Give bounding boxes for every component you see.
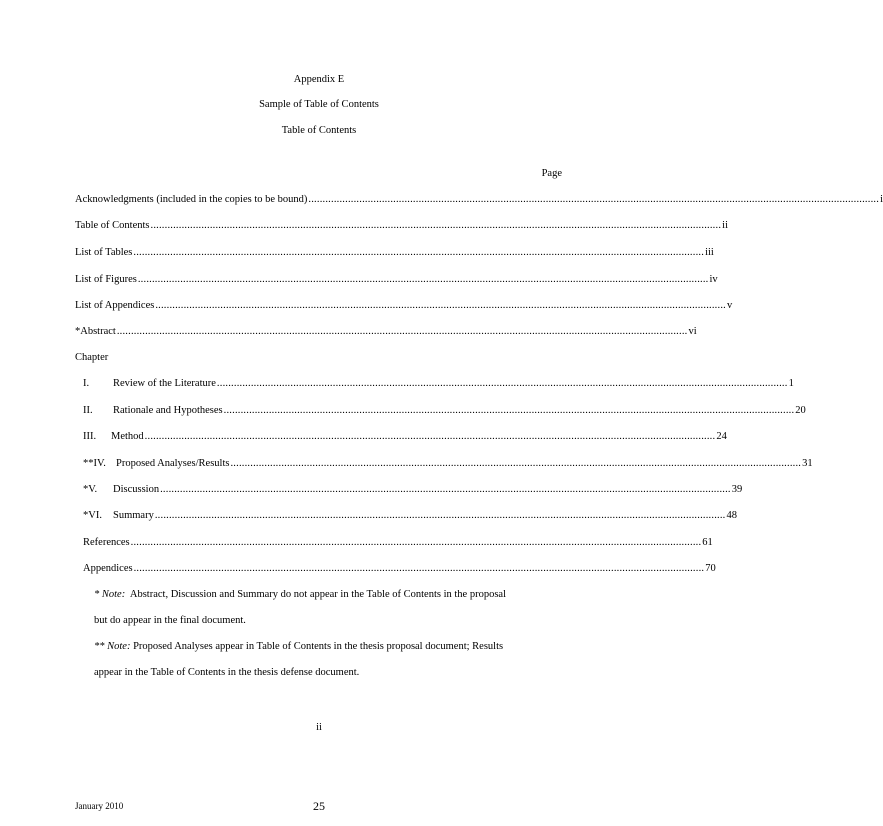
toc-entry-label: Acknowledgments (included in the copies to be bound) <box>75 194 308 205</box>
dot-leader: .......................................................................................................................................................................................................... <box>230 458 802 469</box>
chapter-page: 1 <box>788 378 794 389</box>
toc-entry <box>75 247 714 258</box>
chapter-number: III. <box>83 431 97 442</box>
toc-entry-page: ii <box>722 220 728 231</box>
toc-entry-label: List of Tables <box>75 247 133 258</box>
dot-leader: .......................................................................................................................................................................................................... <box>133 247 705 258</box>
toc-entry <box>75 274 718 285</box>
toc-entry-label: List of Figures <box>75 274 137 285</box>
chapter-number: *VI. <box>83 510 102 521</box>
dot-leader: .......................................................................................................................................................................................................... <box>223 405 795 416</box>
note-2-text: Proposed Analyses appear in Table of Contents in the thesis proposal document; Results <box>133 641 504 652</box>
chapter-page: 39 <box>731 484 743 495</box>
toc-entry <box>75 220 728 231</box>
toc-entry-label: References <box>83 537 130 548</box>
chapter-number: II. <box>83 405 93 416</box>
chapter-title: Summary <box>113 510 154 521</box>
dot-leader: .......................................................................................................................................................................................................... <box>133 563 705 574</box>
chapter-number: I. <box>83 378 90 389</box>
dot-leader: .......................................................................................................................................................................................................... <box>155 300 726 311</box>
chapter-number: **IV. <box>83 458 106 469</box>
page-column-heading: Page <box>541 168 562 179</box>
note-2 <box>94 641 503 652</box>
dot-leader: .......................................................................................................................................................................................................... <box>116 326 688 337</box>
toc-entry-page: iii <box>705 247 714 258</box>
toc-entry <box>83 563 716 574</box>
toc-entry-label: *Abstract <box>75 326 116 337</box>
toc-entry-page: 61 <box>702 537 713 548</box>
appendix-heading: Appendix E <box>293 74 345 85</box>
chapter-entry <box>83 405 806 416</box>
chapter-entry <box>83 458 813 469</box>
chapter-number: *V. <box>83 484 98 495</box>
chapter-entry <box>83 378 794 389</box>
note-1-continued: but do appear in the final document. <box>94 615 246 626</box>
dot-leader: .......................................................................................................................................................................................................... <box>216 378 788 389</box>
toc-entry <box>75 326 697 337</box>
toc-entry <box>75 194 883 205</box>
toc-entry <box>83 537 713 548</box>
chapter-page: 20 <box>795 405 806 416</box>
roman-page-number: ii <box>316 722 322 733</box>
toc-entry-page: 70 <box>705 563 716 574</box>
footer-date: January 2010 <box>75 801 124 811</box>
dot-leader: .......................................................................................................................................................................................................... <box>144 431 716 442</box>
chapter-page: 24 <box>716 431 727 442</box>
dot-leader: .......................................................................................................................................................................................................... <box>154 510 726 521</box>
note-2-prefix: ** Note: <box>94 641 131 652</box>
page-title: Table of Contents <box>281 125 357 136</box>
dot-leader: .......................................................................................................................................................................................................... <box>150 220 722 231</box>
toc-entry <box>75 300 733 311</box>
toc-entry-page: v <box>726 300 733 311</box>
note-1-text: Abstract, Discussion and Summary do not appear in the Table of Contents in the proposal <box>129 589 507 600</box>
chapter-title: Proposed Analyses/Results <box>116 458 230 469</box>
toc-entry-page: vi <box>688 326 697 337</box>
footer-page-number: 25 <box>313 799 325 813</box>
toc-entry-label: Appendices <box>83 563 133 574</box>
toc-entry-label: List of Appendices <box>75 300 155 311</box>
dot-leader: .......................................................................................................................................................................................................... <box>160 484 731 495</box>
document-subtitle: Sample of Table of Contents <box>259 99 379 110</box>
dot-leader: .......................................................................................................................................................................................................... <box>130 537 702 548</box>
toc-entry-label: Table of Contents <box>75 220 150 231</box>
toc-entry-page: i <box>880 194 883 205</box>
chapter-title: Rationale and Hypotheses <box>113 405 223 416</box>
chapter-title: Review of the Literature <box>113 378 216 389</box>
chapter-entry <box>83 510 737 521</box>
chapter-heading: Chapter <box>75 352 109 363</box>
toc-entry-page: iv <box>709 274 718 285</box>
chapter-entry <box>83 484 743 495</box>
note-1 <box>94 589 506 600</box>
note-2-continued: appear in the Table of Contents in the thesis defense document. <box>94 667 360 678</box>
dot-leader: .......................................................................................................................................................................................................... <box>137 274 709 285</box>
chapter-page: 48 <box>726 510 737 521</box>
note-1-prefix: * Note: <box>94 589 126 600</box>
chapter-title: Method <box>111 431 144 442</box>
chapter-page: 31 <box>802 458 813 469</box>
dot-leader: .......................................................................................................................................................................................................... <box>308 194 880 205</box>
chapter-entry <box>83 431 727 442</box>
chapter-title: Discussion <box>113 484 160 495</box>
